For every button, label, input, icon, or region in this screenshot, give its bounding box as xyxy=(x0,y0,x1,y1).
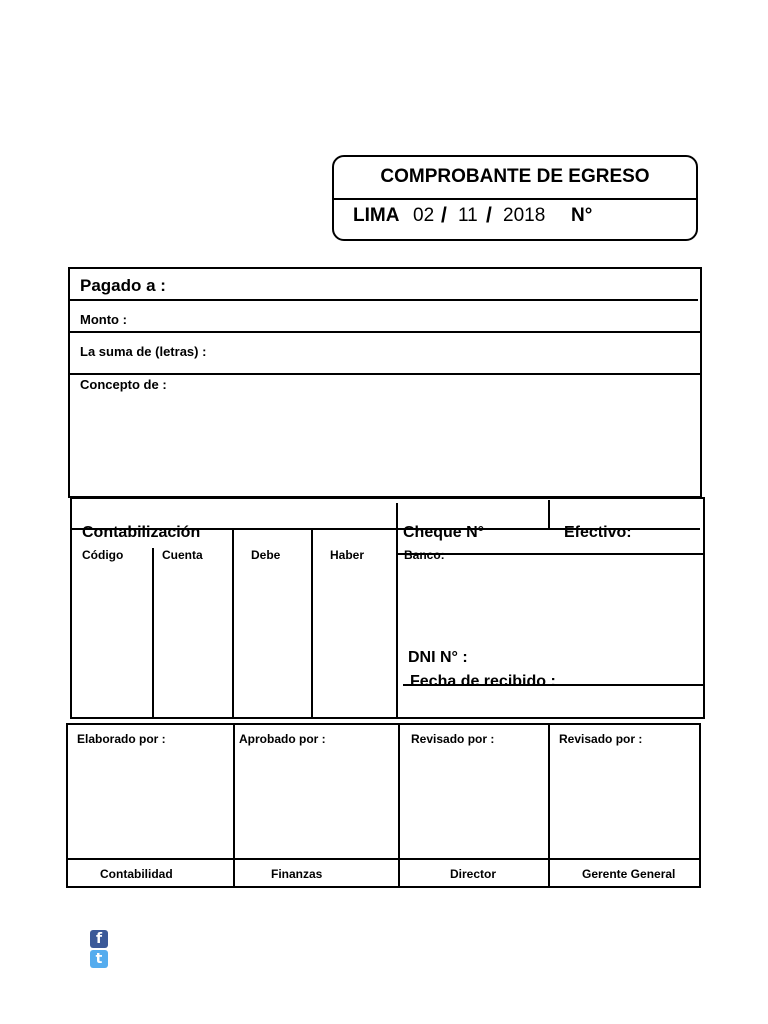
banco-label: Banco: xyxy=(404,548,445,562)
signature-divider xyxy=(548,725,550,887)
department-contabilidad: Contabilidad xyxy=(100,867,173,881)
date-month: 11 xyxy=(458,205,478,226)
dni-label: DNI N° : xyxy=(408,649,468,666)
monto-label: Monto : xyxy=(80,312,127,327)
column-divider xyxy=(152,548,154,719)
date-day: 02 xyxy=(413,205,435,226)
department-director: Director xyxy=(450,867,497,881)
monto-line xyxy=(70,331,700,333)
signatures-section xyxy=(66,723,701,888)
column-header-debe: Debe xyxy=(251,548,281,562)
cheque-label: Cheque N° xyxy=(403,524,485,541)
department-gerente-general: Gerente General xyxy=(582,867,676,881)
city-label: LIMA xyxy=(353,205,400,226)
header-divider xyxy=(334,198,698,200)
fecha-recibido-label: Fecha de recibido : xyxy=(410,673,556,690)
revisado-por-director-label: Revisado por : xyxy=(411,732,495,746)
suma-letras-label: La suma de (letras) : xyxy=(80,344,207,359)
aprobado-por-label: Aprobado por : xyxy=(239,732,326,746)
contabilizacion-label: Contabilización xyxy=(82,524,201,541)
concepto-label: Concepto de : xyxy=(80,377,167,392)
column-divider xyxy=(311,530,313,719)
date-separator: / xyxy=(441,204,447,227)
document-title: COMPROBANTE DE EGRESO xyxy=(380,166,650,187)
pagado-a-line xyxy=(70,299,698,301)
signature-divider xyxy=(398,725,400,887)
revisado-por-gerente-label: Revisado por : xyxy=(559,732,643,746)
signatures-footer-line xyxy=(68,858,699,860)
accounting-divider xyxy=(396,503,398,719)
date-separator: / xyxy=(486,204,492,227)
column-divider xyxy=(232,530,234,719)
pagado-a-label: Pagado a : xyxy=(80,276,166,295)
department-finanzas: Finanzas xyxy=(271,867,323,881)
facebook-icon[interactable]: f xyxy=(90,930,108,948)
signature-divider xyxy=(233,725,235,887)
column-header-cuenta: Cuenta xyxy=(162,548,203,562)
twitter-icon[interactable]: t xyxy=(90,950,108,968)
efectivo-label: Efectivo: xyxy=(564,524,632,541)
efectivo-divider xyxy=(548,500,550,528)
date-year: 2018 xyxy=(503,205,546,226)
column-header-codigo: Código xyxy=(82,548,124,562)
elaborado-por-label: Elaborado por : xyxy=(77,732,166,746)
suma-line xyxy=(70,373,700,375)
column-header-haber: Haber xyxy=(330,548,365,562)
voucher-number-label: N° xyxy=(571,205,593,226)
